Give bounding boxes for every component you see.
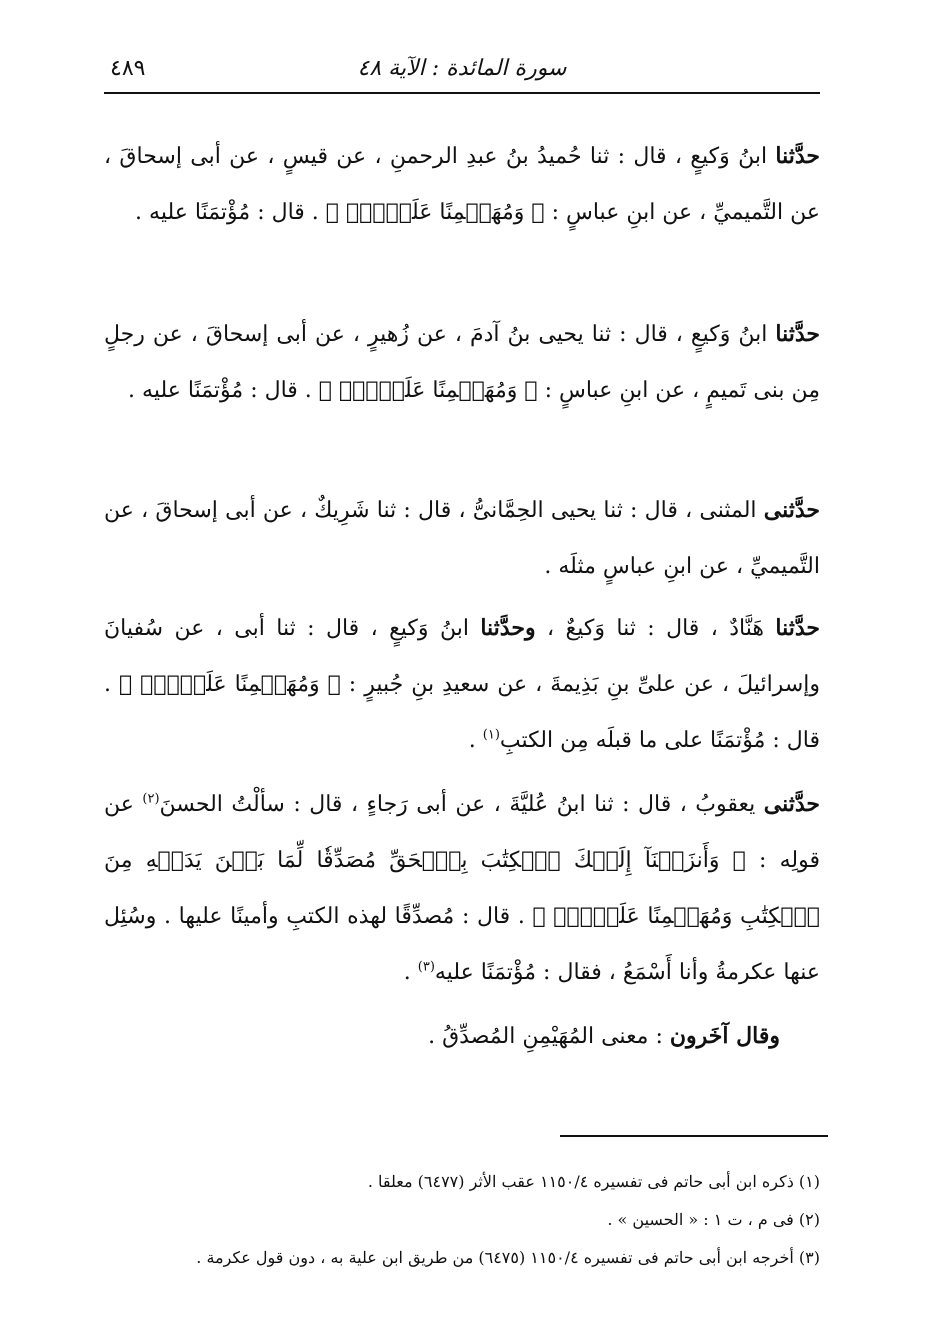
narration-lead: حدَّثنى [763, 791, 820, 817]
narration-lead: حدَّثنى [763, 497, 820, 523]
page-number: ٤٨٩ [110, 56, 146, 81]
narration-lead: حدَّثنا [775, 321, 820, 347]
narration-text: يعقوبُ ، قال : ثنا ابنُ عُليَّةَ ، عن أبى رَجاءٍ ، قال : سألْتُ الحسنَ [159, 792, 764, 817]
footnote-separator [560, 1135, 828, 1137]
narration-lead: حدَّثنا [775, 143, 820, 169]
narration-text: . [403, 960, 418, 985]
narration-paragraph [104, 1008, 820, 1065]
narration-text: ابنُ وَكيعٍ ، قال : ثنا أبى ، عن سُفيانَ وإسرائيلَ ، عن علىِّ بنِ بَذِيمةَ ، عن سعيدِ بنِ جُبيرٍ : ﴿ وَمُهَيۡمِنًا عَلَيۡهِۖ ﴾ . قال : مُؤْتمَنًا على ما قبلَه مِن الكتبِ [104, 616, 820, 753]
narration-paragraph [104, 306, 820, 419]
narration-lead: وحدَّثنا [480, 615, 536, 641]
footnote-marker: (٣) [417, 959, 435, 975]
narration-text: . [468, 728, 483, 753]
narration-text: : معنى المُهَيْمِنِ المُصدِّقُ . [428, 1024, 670, 1049]
narration-text: المثنى ، قال : ثنا يحيى الحِمَّانىُّ ، قال : ثنا شَرِيكٌ ، عن أبى إسحاقَ ، عن التَّميميِّ ، عن ابنِ عباسٍ مثلَه . [104, 498, 820, 579]
footnote-marker: (١) [482, 727, 500, 743]
narration-paragraph [104, 128, 820, 241]
page-header [104, 48, 820, 94]
narration-paragraph [104, 776, 820, 1001]
footnote: (١) ذكره ابن أبى حاتم فى تفسيره ١١٥٠/٤ عقب الأثر (٦٤٧٧) معلقا . [367, 1172, 820, 1191]
narration-lead: وقال آخَرون [669, 1023, 780, 1049]
footnote: (٢) فى م ، ت ١ : « الحسين » . [607, 1210, 820, 1229]
narration-text: هَنَّادٌ ، قال : ثنا وَكيعٌ ، [535, 616, 776, 641]
narration-paragraph [104, 600, 820, 769]
footnote-marker: (٢) [142, 791, 160, 807]
running-title: سورة المائدة : الآية ٤٨ [357, 56, 567, 81]
footnote: (٣) أخرجه ابن أبى حاتم فى تفسيره ١١٥٠/٤ (٦٤٧٥) من طريق ابن علية به ، دون قول عكرمة . [196, 1248, 820, 1267]
narration-text: عن قولِه : ﴿ وَأَنزَلۡنَآ إِلَيۡكَ ٱلۡكِتَٰبَ بِٱلۡحَقِّ مُصَدِّقٗا لِّمَا بَيۡنَ يَدَيۡهِ مِنَ ٱلۡكِتَٰبِ وَمُهَيۡمِنًا عَلَيۡهِۖ ﴾ . قال : مُصدِّقًا لهذه الكتبِ وأمينًا عليها . وسُئِل عنها عكرمةُ وأنا أَسْمَعُ ، فقال : مُؤْتمَنًا عليه [104, 792, 820, 985]
narration-text: ابنُ وَكيعٍ ، قال : ثنا يحيى بنُ آدمَ ، عن زُهيرٍ ، عن أبى إسحاقَ ، عن رجلٍ مِن بنى تَميمٍ ، عن ابنِ عباسٍ : ﴿ وَمُهَيۡمِنًا عَلَيۡهِۖ ﴾ . قال : مُؤْتمَنًا عليه . [104, 322, 820, 403]
narration-paragraph [104, 482, 820, 595]
narration-lead: حدَّثنا [775, 615, 820, 641]
narration-text: ابنُ وَكيعٍ ، قال : ثنا حُميدُ بنُ عبدِ الرحمنِ ، عن قيسٍ ، عن أبى إسحاقَ ، عن التَّميميِّ ، عن ابنِ عباسٍ : ﴿ وَمُهَيۡمِنًا عَلَيۡهِۖ ﴾ . قال : مُؤْتمَنًا عليه . [104, 144, 820, 225]
